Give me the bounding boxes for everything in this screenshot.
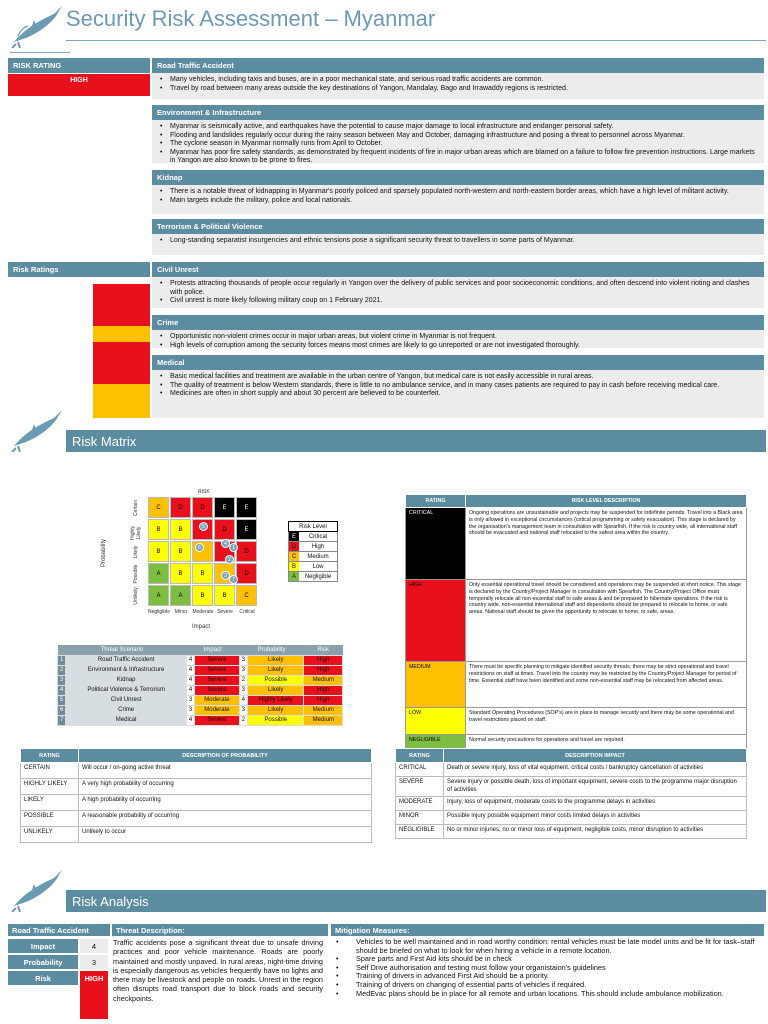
spearfish-logo-3 [10,866,64,912]
risk-matrix-band [66,430,766,452]
threat-scenario: Environment & Infrastructure [66,665,187,675]
matrix-cell: E [236,497,257,518]
description-cell: Severe injury or possible death, loss of important equipment, severe costs to the programme major disruption of activities [444,777,747,797]
probability-table [20,748,372,843]
section-body [152,185,764,214]
prob-col-description: DESCRIPTION OF PROBABILITY [79,749,372,763]
bullet-item: • Long-standing separatist insurgencies and ethnic tensions pose a significant security threat to travellers in some parts of Myanmar. [158,237,758,246]
risk-value: High [304,655,343,665]
section-heading: Medical [152,355,764,370]
matrix-col-label: Minor [174,609,188,615]
impact-value: Severe [195,655,239,665]
description-cell: Possible injury possible equipment minor costs limited delays in activities [444,811,747,825]
risk-ratings-header: Risk Ratings [8,262,150,277]
matrix-marker: 5 [199,522,208,531]
table-row [396,797,747,811]
probability-score: 3 [239,705,247,715]
rl-description: There must be specific planning to mitigate identified security threats; there may be strict operational and travel restrictions on staff at times. Travel into the country may be restricted by the Country/Project Manager for period of time. Essential staff have been identified and some non-essential staff may be relocated from affected areas. [466,662,747,708]
section-5 [152,315,764,348]
threat-num: 4 [58,685,66,695]
bullet-item: • Flooding and landslides regularly occur during the rainy season between May and October, damaging infrastructure and posing a threat to personnel across Myanmar. [158,132,758,141]
probability-score: 2 [239,715,247,725]
threat-col-scenario: Threat Scenario [58,645,187,655]
section-heading: Crime [152,315,764,330]
matrix-marker: 4 [221,539,230,548]
rating-cell: LIKELY [21,795,79,811]
bullet-item: • Basic medical facilities and treatment are available in the urban centre of Yangon, but medical care is not easily accessible in rural areas. [158,373,758,382]
table-row [406,708,747,735]
impact-value: Severe [195,685,239,695]
table-row [21,827,372,843]
rl-rating: HIGH [406,580,466,662]
rating-cell: MINOR [396,811,444,825]
rl-col-description: RISK LEVEL DESCRIPTION [466,495,747,508]
legend-row [288,532,338,542]
bullet-list [158,123,758,166]
risk-rating-value: HIGH [8,74,150,96]
section-1 [152,105,764,163]
matrix-cell: A [170,585,191,606]
page-title: Security Risk Assessment – Myanmar [66,6,436,31]
section-4 [152,262,764,308]
probability-value: Highly Likely [247,695,304,705]
mitigation-item: • Training of drivers on changing of essential parts of vehicles if required. [332,981,764,990]
matrix-cell: D [214,519,235,540]
probability-value: Likely [247,655,304,665]
impact-score: 4 [186,675,194,685]
description-cell: A high probability of occurring [79,795,372,811]
bullet-item: • Myanmar is seismically active, and earthquakes have the potential to cause major damage to local infrastructure and endanger personal safety. [158,123,758,132]
legend-label: Medium [299,552,337,561]
section-heading: Environment & Infrastructure [152,105,764,120]
description-cell: Will occur / on-going active threat [79,763,372,779]
rating-cell: UNLIKELY [21,827,79,843]
rl-description: Only essential operational travel should be considered and operations may be suspended at short notice. This stage is declared by the Country/Project Manager in consultation with Spearfish. The Country/Project Office must temporally relocate all non-essential staff to safe areas & and be prepared to hibernate operations. If the risk is country wide, non-essential international staff and dependents should be prepared to relocate to home, or safe areas. National staff should be given the opportunity to relocate to home, or safe, areas. [466,580,747,662]
bullet-list [158,280,758,306]
ra-risk-label: Risk [8,971,78,985]
rl-description: Ongoing operations are unsustainable and projects may be suspended for indefinite periods. Travel into a Black area is only allowed in exceptional circumstances (critical programming or safety evacuation). This stage is declared by the organisation's management team in consultation with Spearfish. If the risk is country wide, all international staff should be evacuated and national staff relocated to the safest area within the country. [466,508,747,580]
table-row [21,795,372,811]
bullet-list [158,237,758,246]
rating-cell: NEGLIGIBLE [396,825,444,839]
threat-num: 1 [58,655,66,665]
matrix-cell: B [170,519,191,540]
threat-col-risk: Risk [304,645,343,655]
probability-value: Likely [247,685,304,695]
matrix-cell: D [236,541,257,562]
risk-value: High [304,685,343,695]
section-2 [152,170,764,214]
threat-col-impact: Impact [186,645,239,655]
legend-label: High [299,542,337,551]
risk-value: Medium [304,705,343,715]
bullet-item: • Main targets include the military, police and local nationals. [158,197,758,206]
bullet-item: • Many vehicles, including taxis and buses, are in a poor mechanical state, and serious road traffic accidents are common. [158,76,758,85]
rating-cell: MODERATE [396,797,444,811]
table-row [396,763,747,777]
impact-score: 3 [186,695,194,705]
matrix-cell: B [170,541,191,562]
matrix-cell: D [236,563,257,584]
ra-risk-value: HIGH [80,971,108,1019]
matrix-col-label: Moderate [192,609,214,615]
matrix-y-title: Probability [101,538,108,568]
legend-code: D [289,542,299,551]
risk-value: Medium [304,675,343,685]
risk-level-legend [288,521,338,582]
matrix-marker: 2 [225,555,234,564]
impact-col-description: DESCRIPTION IMPACT [444,749,747,763]
rl-description: Normal security precautions for operations and travel are required. [466,735,747,749]
matrix-x-title: Impact [192,624,211,630]
matrix-row-label: Highly Likely [130,526,142,540]
impact-score: 4 [186,715,194,725]
impact-score: 3 [186,705,194,715]
matrix-cell: B [148,541,169,562]
matrix-cell: A [148,563,169,584]
impact-table [395,748,747,839]
matrix-cell: B [192,585,213,606]
threat-scenario: Crime [66,705,187,715]
matrix-row-label: Unlikely [133,587,139,605]
ra-impact-value: 4 [80,939,108,953]
table-row [406,662,747,708]
table-row [21,763,372,779]
threat-scenario: Road Traffic Accident [66,655,187,665]
impact-col-rating: RATING [396,749,444,763]
matrix-row-label: Possible [133,564,139,584]
bullet-list [158,333,758,350]
matrix-cell: C [236,585,257,606]
matrix-cell: E [214,497,235,518]
table-row [396,777,747,797]
description-cell: A reasonable probability of occurring [79,811,372,827]
probability-score: 2 [239,675,247,685]
rating-bar-medical [93,384,150,418]
matrix-cell: C [148,497,169,518]
bullet-item: • Opportunistic non-violent crimes occur in major urban areas, but violent crime in Myanmar is not frequent. [158,333,758,342]
section-heading: Road Traffic Accident [152,58,764,73]
threat-num: 5 [58,695,66,705]
impact-value: Moderate [195,695,239,705]
ra-col-description: Threat Description: [112,924,328,936]
table-row [58,665,343,675]
ra-col-threat: Road Traffic Accident [8,924,110,936]
threat-num: 7 [58,715,66,725]
table-row [58,715,343,725]
matrix-cell: E [236,519,257,540]
title-rule [66,40,766,41]
section-body [152,73,764,99]
matrix-marker: 6 [195,543,204,552]
risk-value: High [304,665,343,675]
threat-scenario: Political Violence & Terrorism [66,685,187,695]
matrix-cell: B [214,585,235,606]
ra-mitigation-list [332,938,764,998]
rating-bar-civil-unrest [93,284,150,326]
table-row [406,508,747,580]
bullet-list [158,76,758,93]
rl-rating: CRITICAL [406,508,466,580]
probability-value: Likely [247,705,304,715]
impact-value: Severe [195,715,239,725]
risk-rating-header: RISK RATING [8,58,150,73]
matrix-row-label: Certain [133,499,139,517]
bullet-item: • High levels of corruption among the security forces means most crimes are likely to go unreported or are not investigated thoroughly. [158,342,758,351]
matrix-cell: D [170,497,191,518]
impact-value: Severe [195,675,239,685]
mitigation-item: • Self Drive authorisation and testing must follow your organistaion's guidelines [332,964,764,973]
threat-scenario: Kidnap [66,675,187,685]
bullet-item: • Myanmar has poor fire safety standards, as demonstrated by frequent incidents of fire in major urban areas which are blamed on a failure to follow fire prevention instructions. Large markets in Yangon are also known to be prone to fires. [158,149,758,166]
rl-rating: MEDIUM [406,662,466,708]
description-cell: Unlikely to occur [79,827,372,843]
table-row [21,779,372,795]
section-body [152,234,764,255]
risk-matrix-title: Risk Matrix [72,434,137,449]
bullet-item: • Civil unrest is more likely following military coup on 1 February 2021. [158,297,758,306]
probability-value: Possible [247,715,304,725]
rating-cell: HIGHLY LIKELY [21,779,79,795]
legend-code: A [289,572,299,581]
description-cell: Injury, loss of equipment, moderate costs to the programme delays in activities [444,797,747,811]
threat-num: 2 [58,665,66,675]
risk-analysis-band [66,890,766,912]
legend-label: Negligible [299,572,337,581]
section-body [152,370,764,418]
matrix-cell: B [192,563,213,584]
section-0 [152,58,764,99]
section-body [152,277,764,308]
rating-bar-crime-2 [93,342,150,384]
threat-num: 6 [58,705,66,715]
bullet-list [158,373,758,399]
matrix-marker: 3 [221,571,230,580]
probability-score: 4 [239,695,247,705]
legend-row [288,552,338,562]
section-body [152,120,764,163]
section-body [152,330,764,348]
legend-code: C [289,552,299,561]
bullet-item: • There is a notable threat of kidnapping in Myanmar's poorly policed and sparsely populated north-western and north-eastern border areas, which have a high level of militant activity. [158,188,758,197]
matrix-cell: A [148,585,169,606]
rating-cell: CRITICAL [396,763,444,777]
matrix-cell: B [148,519,169,540]
section-3 [152,219,764,255]
description-cell: Death or severe injury, loss of vital equipment, critical costs / bankruptcy cancellation of activities [444,763,747,777]
spearfish-logo [10,2,64,48]
mitigation-item: • Vehicles to be well maintained and in road worthy condition: rental vehicles must be late model units and be fit for task–staff should be briefed on what to look for when hiring a vehicle in a remote location. [332,938,764,955]
threat-table [57,645,343,726]
ra-impact-label: Impact [8,939,78,953]
mitigation-item: • Training of drivers in advanced First Aid should be a priority. [332,972,764,981]
bullet-item: • Travel by road between many areas outside the key destinations of Yangon, Mandalay, Bago and Irrawaddy regions is restricted. [158,85,758,94]
ra-col-mitigation: Mitigation Measures: [331,924,764,936]
matrix-marker: 1 [229,543,238,552]
spearfish-logo-2 [10,406,64,452]
table-row [406,735,747,749]
legend-code: B [289,562,299,571]
risk-analysis-title: Risk Analysis [72,894,149,909]
ra-probability-label: Probability [8,955,78,969]
legend-row [288,542,338,552]
matrix-cell: B [170,563,191,584]
section-heading: Terrorism & Political Violence [152,219,764,234]
bullet-list [158,188,758,205]
table-row [58,655,343,665]
prob-col-rating: RATING [21,749,79,763]
table-row [396,811,747,825]
table-row [21,811,372,827]
table-row [58,685,343,695]
mitigation-item: • Spare parts and First Aid kits should be in check [332,955,764,964]
risk-value: High [304,695,343,705]
ra-threat-description: Traffic accidents pose a significant threat due to unsafe driving practices and poor vehicle maintenance. Roads are poorly maintained and mostly unpaved. In rural areas, night-time driving is especially dangerous as vehicles frequently have no lights and there may be livestock and people on roads. Unrest in the region often disrupts road transport due to block roads and security checkpoints. [113,938,323,1003]
table-row [58,705,343,715]
threat-scenario: Civil Unrest [66,695,187,705]
section-heading: Kidnap [152,170,764,185]
matrix-col-label: Severe [217,609,233,615]
risk-value: Medium [304,715,343,725]
section-heading: Civil Unrest [152,262,764,277]
table-row [406,580,747,662]
threat-scenario: Medical [66,715,187,725]
bullet-item: • The cyclone season in Myanmar normally runs from April to October. [158,140,758,149]
probability-value: Likely [247,665,304,675]
mitigation-item: • MedEvac plans should be in place for all remote and urban locations. This should include ambulance mobilization. [332,990,764,999]
legend-title: Risk Level [288,521,338,532]
rl-description: Standard Operating Procedures (SOP's) are in place to manage security and there may be some operational and travel restrictions placed on staff. [466,708,747,735]
risk-level-table [405,494,747,749]
table-row [396,825,747,839]
description-cell: A very high probability of occurring [79,779,372,795]
impact-value: Moderate [195,705,239,715]
threat-num: 3 [58,675,66,685]
section-6 [152,355,764,418]
bullet-item: • The quality of treatment is below Western standards, there is little to no ambulance service, and in many cases patients are required to pay in cash before receiving medical care. [158,382,758,391]
matrix-col-label: Critical [239,609,255,615]
rating-cell: POSSIBLE [21,811,79,827]
matrix-row-label: Likely [133,545,139,559]
table-row [58,695,343,705]
legend-label: Low [299,562,337,571]
probability-value: Possible [247,675,304,685]
legend-code: E [289,532,299,541]
bullet-item: • Protests attracting thousands of people occur regularly in Yangon over the delivery of public services and poor socioeconomic conditions, and often descend into violent rioting and clashes with police. [158,280,758,297]
probability-score: 3 [239,655,247,665]
ra-probability-value: 3 [80,955,108,969]
legend-row [288,562,338,572]
impact-score: 4 [186,685,194,695]
probability-score: 3 [239,685,247,695]
table-row [58,675,343,685]
rl-rating: LOW [406,708,466,735]
legend-row [288,572,338,582]
rl-rating: NEGLIGIBLE [406,735,466,749]
threat-col-probability: Probability [239,645,304,655]
matrix-col-label: Negligible [148,609,170,615]
bullet-item: • Medicines are often in short supply and about 30 percent are believed to be counterfeit. [158,390,758,399]
rating-bar-crime [93,326,150,342]
matrix-cell: D [192,497,213,518]
rl-col-rating: RATING [406,495,466,508]
matrix-top-label: RISK [198,489,210,495]
probability-score: 3 [239,665,247,675]
description-cell: No or minor injuries, no or minor loss of equipment, negligible costs, minor disruption to activities [444,825,747,839]
title-rule-short [10,52,70,53]
impact-score: 4 [186,655,194,665]
matrix-marker: 7 [229,575,238,584]
rating-cell: CERTAIN [21,763,79,779]
legend-label: Critical [299,532,337,541]
impact-value: Severe [195,665,239,675]
impact-score: 4 [186,665,194,675]
rating-cell: SEVERE [396,777,444,797]
